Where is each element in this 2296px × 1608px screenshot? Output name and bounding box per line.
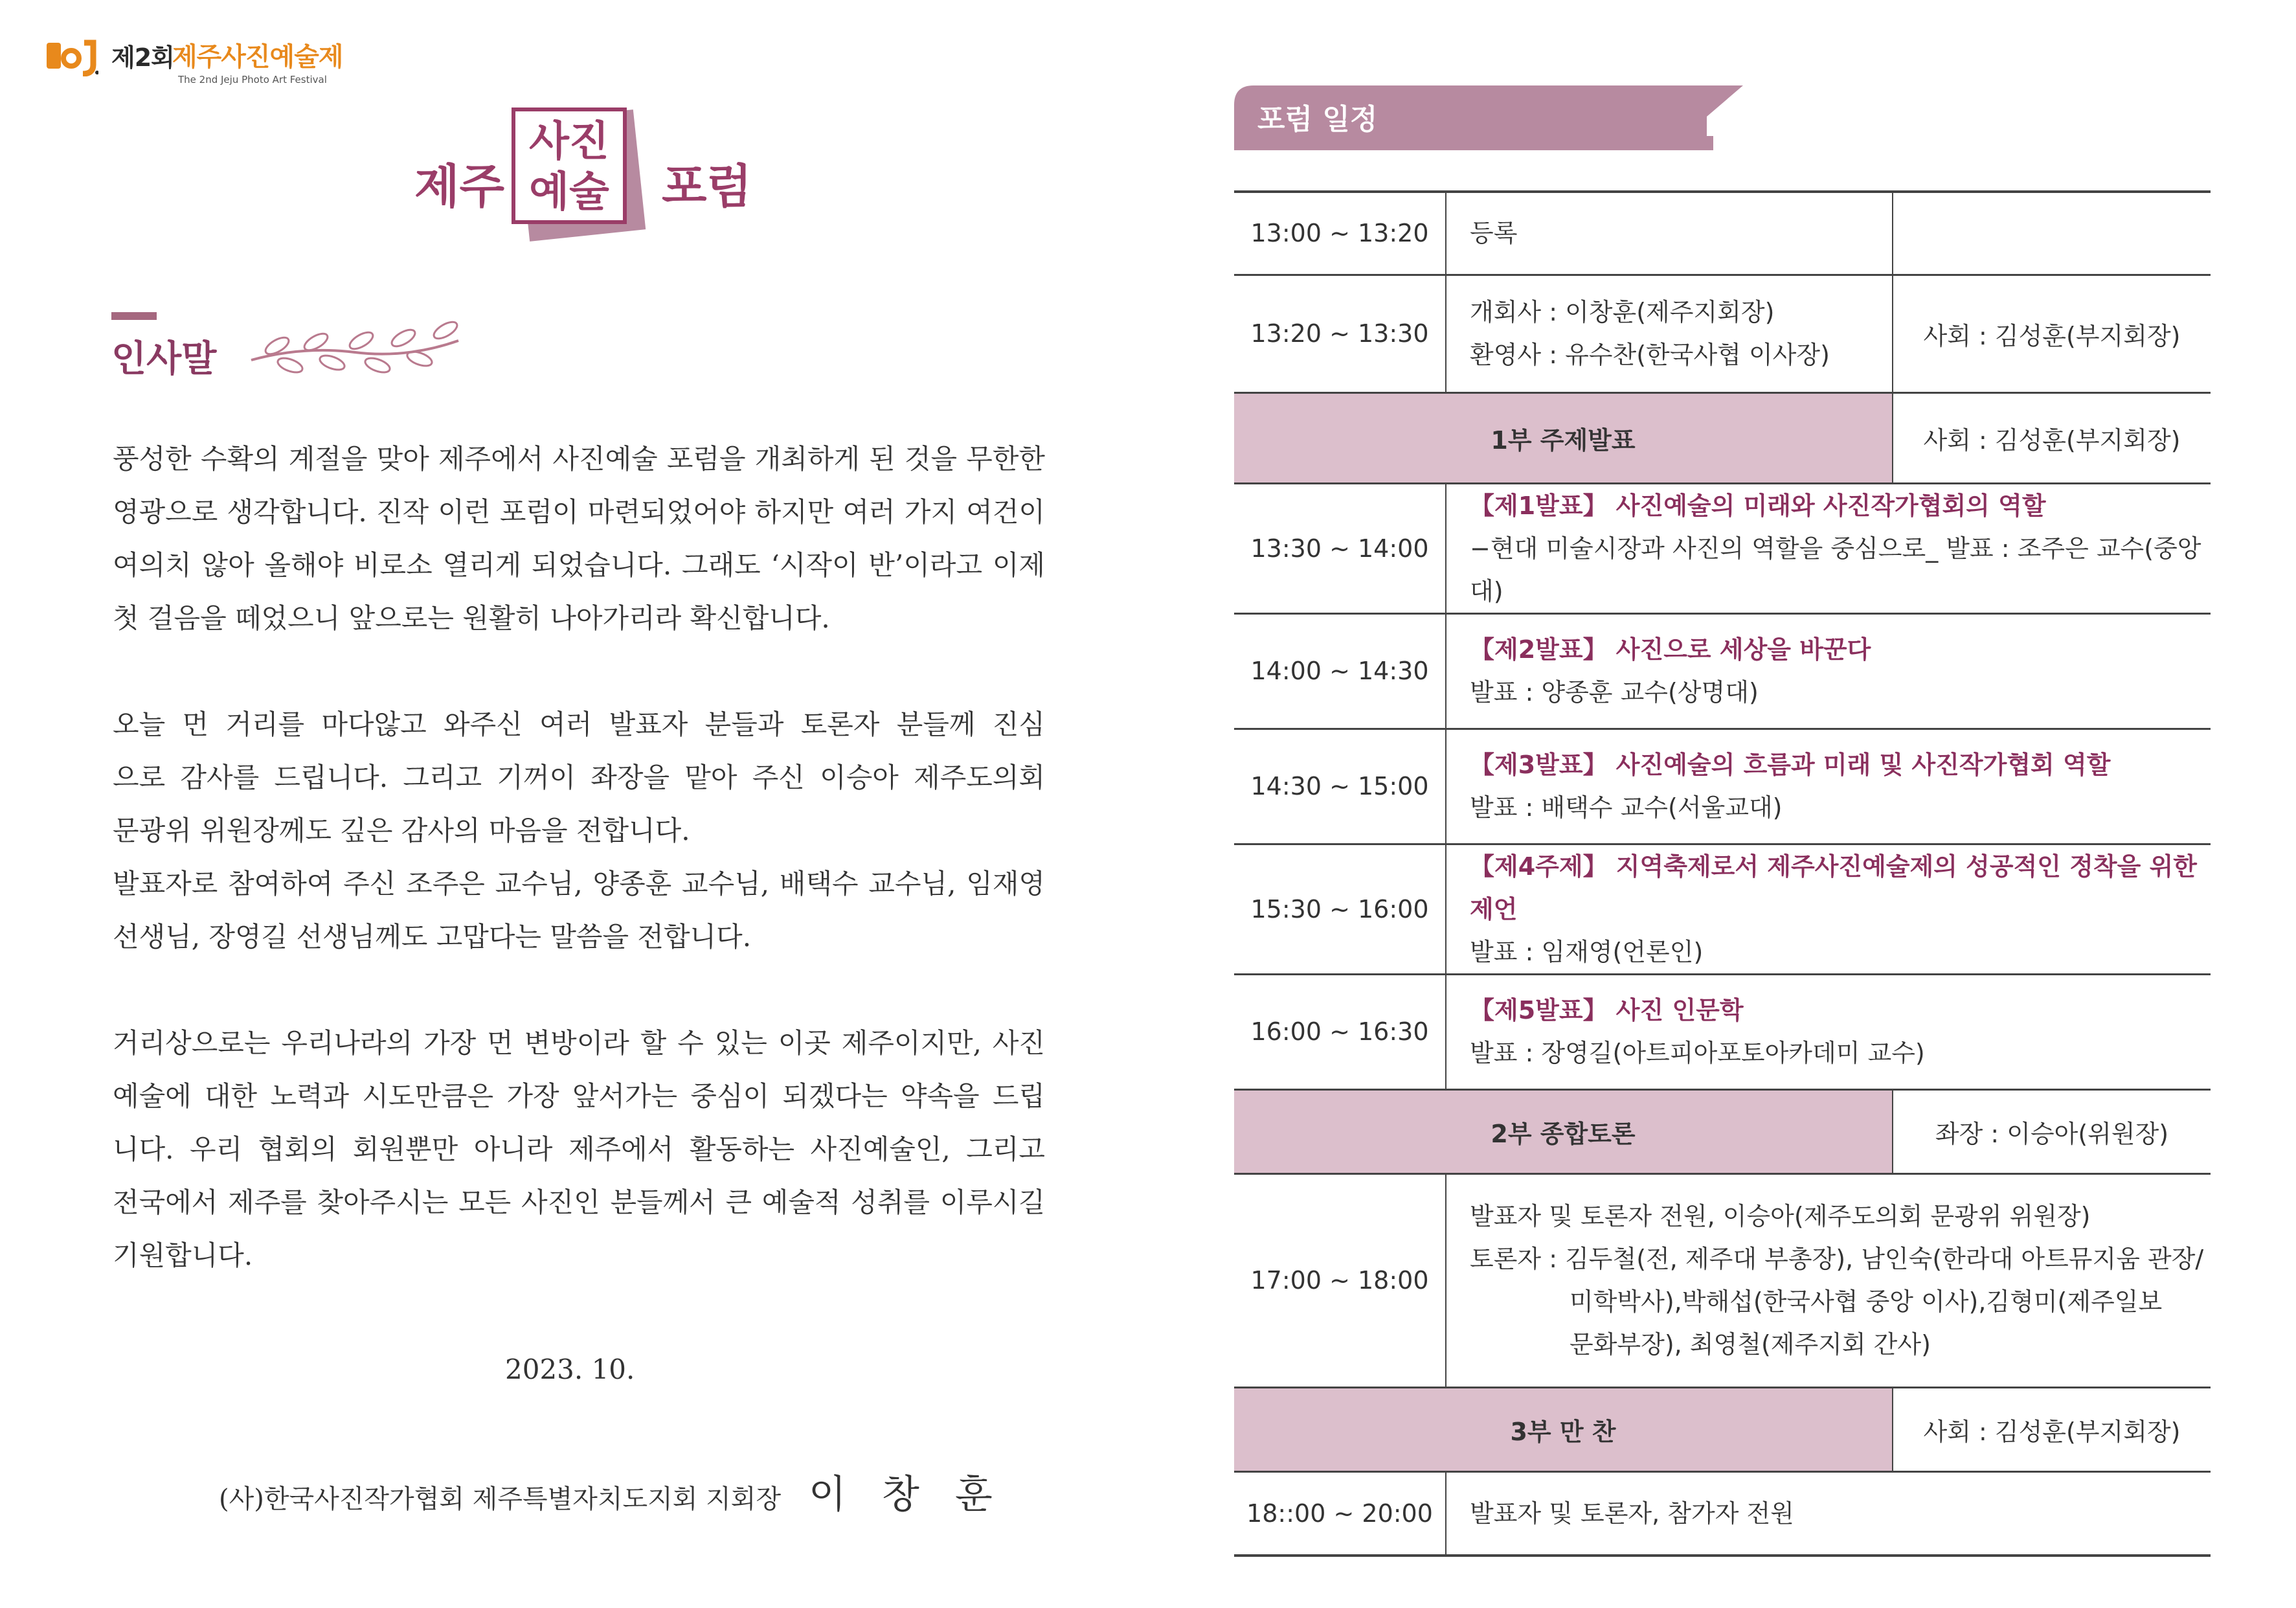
table-row xyxy=(1234,192,2211,275)
greeting-line: 여의치 않아 올해야 비로소 열리게 되었습니다. 그래도 ‘시작이 반’이라고 이제 xyxy=(113,549,1045,581)
content-cell: 발표자 및 토론자, 참가자 전원 xyxy=(1446,1471,2211,1556)
opening-speech: 개회사 : 이창훈(제주지회장) xyxy=(1470,298,1775,326)
discussion-panelists: 토론자 : 김두철(전, 제주대 부총장), 남인숙(한라대 아트뮤지움 관장/ xyxy=(1470,1245,2204,1273)
festival-logo-mark-icon xyxy=(45,39,98,76)
section-name: 3부 만 찬 xyxy=(1234,1387,1893,1471)
forum-title-left: 제주 xyxy=(414,159,505,214)
table-row xyxy=(1234,613,2211,729)
greeting-letter xyxy=(113,433,1045,1282)
schedule-tab-label: 포럼 일정 xyxy=(1257,103,1378,136)
table-row xyxy=(1234,483,2211,613)
presenter: 발표 : 장영길(아트피아포토아카데미 교수) xyxy=(1470,1039,1925,1067)
host-cell: 사회 : 김성훈(부지회장) xyxy=(1893,392,2211,483)
greeting-line: 거리상으로는 우리나라의 가장 먼 변방이라 할 수 있는 이곳 제주이지만, 사진 xyxy=(113,1027,1045,1059)
schedule-table xyxy=(1234,190,2211,1557)
time-cell: 13:20 ~ 13:30 xyxy=(1234,275,1446,392)
greeting-line: 오늘 먼 거리를 마다않고 와주신 여러 발표자 분들과 토론자 분들께 진심 xyxy=(113,708,1045,740)
time-cell: 13:00 ~ 13:20 xyxy=(1234,192,1446,275)
presentation-title: 【제3발표】 사진예술의 흐름과 미래 및 사진작가협회 역할 xyxy=(1470,751,2111,779)
content-cell xyxy=(1446,729,2211,844)
festival-edition: 제2회 xyxy=(111,43,174,72)
presentation-title: 【제1발표】 사진예술의 미래와 사진작가협회의 역할 xyxy=(1470,491,2046,520)
festival-name-en: The 2nd Jeju Photo Art Festival xyxy=(178,74,327,85)
table-row xyxy=(1234,275,2211,392)
content-cell xyxy=(1446,844,2211,974)
signature-org: (사)한국사진작가협회 제주특별자치도지회 지회장 xyxy=(219,1484,782,1514)
leaf-vine-icon xyxy=(245,320,465,378)
forum-title-card-line1: 사진 xyxy=(529,118,609,166)
greeting-line: 전국에서 제주를 찾아주시는 모든 사진인 분들께서 큰 예술적 성취를 이루시길 xyxy=(113,1186,1045,1218)
time-cell: 15:30 ~ 16:00 xyxy=(1234,844,1446,974)
presentation-title: 【제2발표】 사진으로 세상을 바꾼다 xyxy=(1470,635,1871,664)
greeting-line: 으로 감사를 드립니다. 그리고 기꺼이 좌장을 맡아 주신 이승아 제주도의회 xyxy=(113,762,1045,793)
table-row xyxy=(1234,1173,2211,1387)
time-cell: 17:00 ~ 18:00 xyxy=(1234,1173,1446,1387)
host-cell: 사회 : 김성훈(부지회장) xyxy=(1893,1387,2211,1471)
content-cell: 등록 xyxy=(1446,192,1893,275)
forum-title-right: 포럼 xyxy=(662,159,752,214)
host-cell: 사회 : 김성훈(부지회장) xyxy=(1893,275,2211,392)
host-cell: 좌장 : 이승아(위원장) xyxy=(1893,1089,2211,1173)
presenter: 발표 : 배택수 교수(서울교대) xyxy=(1470,793,1783,822)
forum-title xyxy=(401,104,764,253)
greeting-line: 발표자로 참여하여 주신 조주은 교수님, 양종훈 교수님, 배택수 교수님, 임재영 xyxy=(113,868,1045,900)
content-cell xyxy=(1446,483,2211,613)
time-cell: 16:00 ~ 16:30 xyxy=(1234,974,1446,1089)
section-row xyxy=(1234,392,2211,483)
greeting-line: 선생님, 장영길 선생님께도 고맙다는 말씀을 전합니다. xyxy=(113,921,752,953)
schedule-tab xyxy=(1234,85,1743,150)
greeting-line: 기원합니다. xyxy=(113,1240,253,1271)
greeting-line: 첫 걸음을 떼었으니 앞으로는 원활히 나아가리라 확신합니다. xyxy=(113,602,830,634)
content-cell xyxy=(1446,275,1893,392)
greeting-line: 풍성한 수확의 계절을 맞아 제주에서 사진예술 포럼을 개최하게 된 것을 무한한 xyxy=(113,443,1045,475)
paragraph-gap xyxy=(113,964,1045,1017)
signature-name: 이 창 훈 xyxy=(808,1472,1004,1517)
presentation-title: 【제5발표】 사진 인문학 xyxy=(1470,996,1744,1025)
content-cell xyxy=(1446,1173,2211,1387)
table-row xyxy=(1234,974,2211,1089)
greeting-heading: 인사말 xyxy=(111,338,217,380)
presenter: 발표 : 임재영(언론인) xyxy=(1470,937,1704,966)
table-row xyxy=(1234,1471,2211,1556)
table-row xyxy=(1234,844,2211,974)
content-cell xyxy=(1446,974,2211,1089)
paragraph-gap xyxy=(113,645,1045,698)
content-cell xyxy=(1446,613,2211,729)
presenter: 발표 : 양종훈 교수(상명대) xyxy=(1470,678,1759,707)
time-cell: 18::00 ~ 20:00 xyxy=(1234,1471,1446,1556)
letter-date: 2023. 10. xyxy=(505,1353,635,1385)
section-row xyxy=(1234,1387,2211,1471)
table-row xyxy=(1234,729,2211,844)
greeting-line: 문광위 위원장께도 깊은 감사의 마음을 전합니다. xyxy=(113,815,690,846)
greeting-line: 예술에 대한 노력과 시도만큼은 가장 앞서가는 중심이 되겠다는 약속을 드립 xyxy=(113,1080,1045,1112)
signature xyxy=(219,1464,1004,1519)
presentation-title: 【제4주제】 지역축제로서 제주사진예술제의 성공적인 정착을 위한 제언 xyxy=(1470,852,2197,923)
festival-name: 제주사진예술제 xyxy=(172,42,343,72)
time-cell: 14:00 ~ 14:30 xyxy=(1234,613,1446,729)
time-cell: 13:30 ~ 14:00 xyxy=(1234,483,1446,613)
greeting-accent-bar xyxy=(111,312,157,320)
presenter: −현대 미술시장과 사진의 역할을 중심으로_ 발표 : 조주은 교수(중앙대) xyxy=(1470,534,2201,606)
discussion-panelists-cont: 문화부장), 최영철(제주지회 간사) xyxy=(1570,1330,1931,1359)
section-name: 1부 주제발표 xyxy=(1234,392,1893,483)
welcome-speech: 환영사 : 유수찬(한국사협 이사장) xyxy=(1470,341,1830,369)
section-row xyxy=(1234,1089,2211,1173)
discussion-panelists-cont: 미학박사),박해섭(한국사협 중앙 이사),김형미(제주일보 xyxy=(1570,1287,2163,1316)
forum-title-card xyxy=(512,108,627,224)
host-cell xyxy=(1893,192,2211,275)
greeting-line: 니다. 우리 협회의 회원뿐만 아니라 제주에서 활동하는 사진예술인, 그리고 xyxy=(113,1133,1045,1165)
forum-title-card-line2: 예술 xyxy=(529,168,609,216)
time-cell: 14:30 ~ 15:00 xyxy=(1234,729,1446,844)
greeting-line: 영광으로 생각합니다. 진작 이런 포럼이 마련되었어야 하지만 여러 가지 여건이 xyxy=(113,496,1045,528)
section-name: 2부 종합토론 xyxy=(1234,1089,1893,1173)
discussion-participants: 발표자 및 토론자 전원, 이승아(제주도의회 문광위 위원장) xyxy=(1470,1202,2091,1230)
